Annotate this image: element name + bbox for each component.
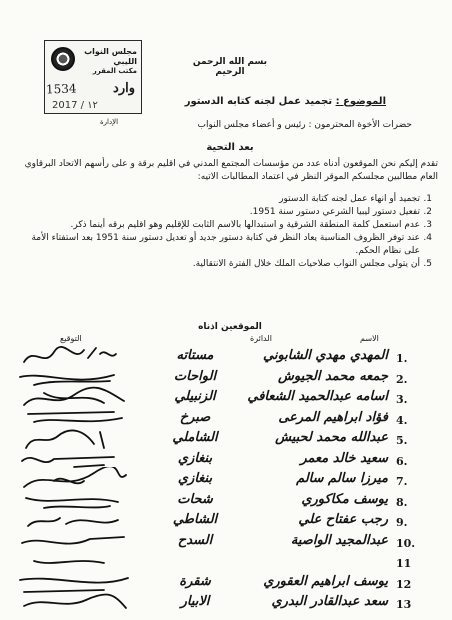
signer-district: الزنبيلي: [174, 389, 216, 404]
header-district: الدائرة: [250, 334, 272, 343]
demand-text: عند توفر الظروف المناسبة يعاد النظر في كتابة دستور جديد أو تعديل دستور سنة 1951 بعد استفتاء الأمة على نظام الحكم.: [31, 233, 420, 256]
signer-name: عبدالله محمد لحبيش: [275, 430, 388, 445]
signer-district: شقرة: [179, 573, 211, 589]
signature-stroke: [24, 388, 124, 405]
stamp-office: مكتب المقرر: [92, 67, 137, 75]
signer-number: 2.: [396, 372, 408, 386]
signature-stroke: [22, 457, 114, 467]
header-name: الاسم: [360, 334, 379, 343]
signer-number: 13: [396, 598, 412, 611]
signature-stroke: [24, 467, 126, 487]
signer-row: [0, 594, 452, 614]
signature-stroke: [24, 594, 126, 608]
signer-number: 10.: [396, 536, 416, 550]
signer-number: 11: [396, 557, 412, 570]
signer-district: السدح: [177, 532, 213, 548]
signer-name: يوسف ابراهيم العقوري: [263, 573, 388, 589]
demand-item: [14, 206, 432, 219]
signer-name: رجب عفتاح علي: [298, 512, 388, 527]
signature-stroke: [34, 561, 104, 563]
demand-number: 2.: [423, 207, 432, 217]
signer-number: 3.: [396, 393, 408, 406]
stamp-institution: مجلس النواب الليبي: [84, 47, 137, 66]
demand-number: 4.: [423, 233, 432, 243]
signer-district: بنغازي: [177, 450, 213, 466]
signer-district: بنغازي: [177, 471, 213, 486]
stamp-incoming-label: وارد: [113, 81, 135, 96]
signature-stroke: [26, 430, 104, 448]
stamp-admin-label: الإدارة: [100, 118, 119, 126]
signature-stroke: [24, 347, 116, 362]
signer-district: الشاملي: [172, 430, 218, 445]
demand-item: [14, 258, 432, 271]
signer-number: 6.: [396, 454, 408, 468]
intro-paragraph: تقدم إليكم نحن الموقعون أدناه عدد من مؤسسات المجتمع المدني في اقليم برقة و على رأسهم الاتحاد البرقاوي العام مطالبين مجلسكم الموقر النظر في اعتماد المطالبات الاتيه:: [24, 159, 438, 182]
signer-number: 5.: [396, 434, 408, 447]
signer-district: صبرخ: [179, 409, 211, 425]
signers-title: الموقعين اذناه: [198, 322, 262, 332]
subject-label: الموضوع :: [335, 96, 386, 107]
signer-district: الشاطي: [172, 512, 218, 527]
signer-number: 12: [396, 577, 412, 591]
signature-stroke: [22, 537, 124, 544]
signer-district: الابيار: [180, 594, 210, 609]
signer-signature: [14, 590, 134, 618]
signer-name: يوسف مكاكوري: [301, 491, 388, 507]
signer-name: عبدالمجيد الواصية: [290, 532, 388, 548]
demand-item: [14, 193, 432, 206]
subject-text: تجميد عمل لجنه كتابه الدستور: [184, 96, 333, 107]
signer-district: الواحات: [173, 368, 217, 384]
signature-stroke: [26, 498, 118, 508]
basmala: بسم الله الرحمن الرحيم: [192, 57, 268, 77]
demand-text: عدم استعمل كلمة المنطقة الشرقية و استبدالها بالاسم الثابت للإقليم وهو اقليم برقه أينما ذكر.: [70, 220, 420, 230]
demand-text: تجميد أو انهاء عمل لجنه كتابة الدستور: [279, 194, 420, 204]
stamp-number: 1534: [45, 81, 77, 97]
signer-district: مستاته: [176, 348, 214, 363]
header-signature: التوقيع: [60, 334, 82, 343]
signer-number: 9.: [396, 516, 408, 529]
signer-name: جمعه محمد الجيوش: [277, 368, 388, 384]
demand-text: أن يتولى مجلس النواب صلاحيات الملك خلال الفترة الانتقالية.: [192, 259, 420, 269]
greeting: بعد التحية: [206, 142, 254, 153]
signer-name: ميرزا سالم سالم: [296, 471, 388, 486]
demand-number: 5.: [423, 259, 432, 269]
signer-district: شحات: [177, 491, 213, 507]
demand-item: [14, 219, 432, 232]
signer-number: 8.: [396, 495, 408, 509]
signer-name: اسامه عبدالحميد الشعافي: [247, 389, 388, 404]
parliament-logo-icon: [51, 47, 75, 71]
signer-number: 4.: [396, 413, 408, 427]
signer-name: سعيد خالد معمر: [300, 450, 388, 466]
demand-number: 1.: [423, 194, 432, 204]
demands-list: [14, 193, 432, 271]
signer-name: فؤاد ابراهيم المرعى: [278, 409, 388, 425]
signer-number: 7.: [396, 475, 408, 488]
demand-number: 3.: [423, 220, 432, 230]
demand-item: [14, 232, 432, 258]
subject-line: [86, 96, 386, 107]
signature-stroke: [28, 518, 118, 526]
signer-name: المهدي مهدي الشابوني: [262, 348, 388, 363]
signer-number: 1.: [396, 352, 408, 365]
demand-text: تفعيل دستور ليبيا الشرعي دستور سنة 1951.: [249, 207, 420, 217]
recipients-line: حضرات الأخوة المحترمون : رئيس و أعضاء مجلس النواب: [197, 120, 412, 130]
stamp-date: 2017 / ١٢: [52, 100, 98, 111]
signer-name: سعد عبدالقادر البدري: [271, 594, 388, 609]
signature-stroke: [20, 375, 114, 385]
signature-stroke: [28, 412, 122, 422]
